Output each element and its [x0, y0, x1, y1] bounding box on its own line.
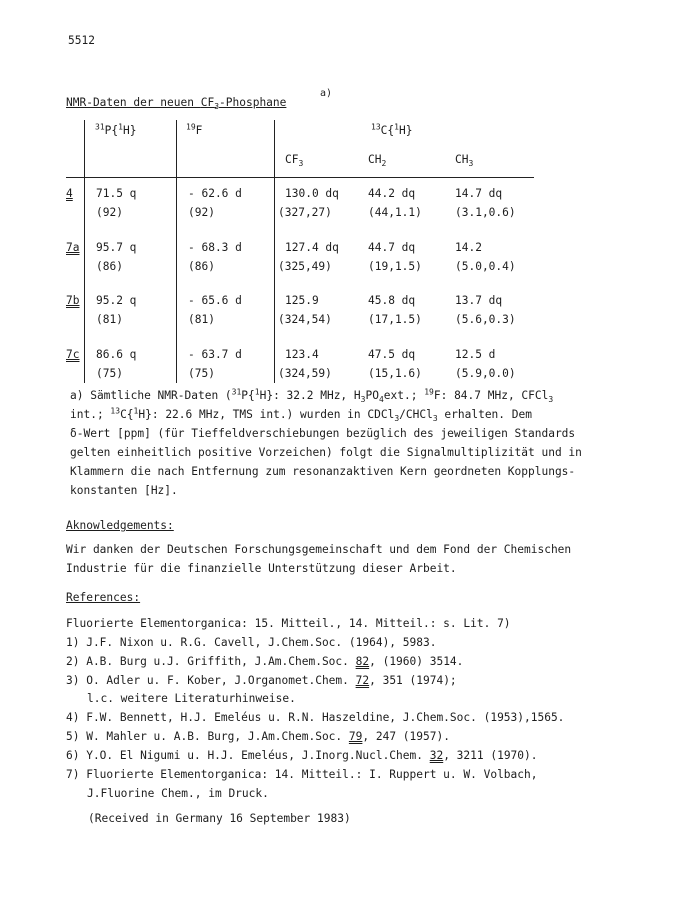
cell-cf3-shift: 127.4 dq — [285, 241, 339, 254]
reference-item: 6) Y.O. El Nigumi u. H.J. Emeléus, J.Inorg.Nucl.Chem. 32, 3211 (1970). — [66, 749, 538, 762]
footnote-line: δ-Wert [ppm] (für Tieffeldverschiebungen bezüglich des jeweiligen Standards — [70, 427, 576, 440]
reference-item: 5) W. Mahler u. A.B. Burg, J.Am.Chem.Soc. 79, 247 (1957). — [66, 730, 450, 743]
cell-ch2-shift: 47.5 dq — [368, 348, 416, 361]
cell-ch3-coupling: (3.1,0.6) — [455, 206, 516, 219]
cell-ch3-coupling: (5.9,0.0) — [455, 367, 516, 380]
col-header-ch2: $CH_2$ — [368, 153, 387, 169]
reference-item: 7) Fluorierte Elementorganica: 14. Mitteil.: I. Ruppert u. W. Volbach, — [66, 768, 538, 781]
acknowledgements-heading: Aknowledgements: — [66, 519, 174, 532]
cell-ch2-shift: 45.8 dq — [368, 294, 416, 307]
col-header-cf3: $CF_3$ — [285, 153, 304, 169]
table-title-footnote-mark: a) — [320, 88, 333, 99]
references-heading: References: — [66, 591, 141, 604]
cell-ch3-shift: 14.2 — [455, 241, 482, 254]
footnote-line: int.; $^{13}$C{$^1$H}: 22.6 MHz, TMS int.) wurden in CDCl$_3$/CHCl$_3$ erhalten. Dem — [70, 406, 532, 424]
cell-p31-coupling: (75) — [96, 367, 123, 380]
row-label: 4 — [66, 187, 73, 200]
page-number: 5512 — [68, 34, 95, 47]
cell-f19-coupling: (92) — [188, 206, 215, 219]
table-title-prefix: NMR-Daten der neuen — [66, 96, 201, 109]
references-intro: Fluorierte Elementorganica: 15. Mitteil., 14. Mitteil.: s. Lit. 7) — [66, 617, 511, 630]
table-vline-3 — [274, 120, 275, 383]
cell-f19-coupling: (81) — [188, 313, 215, 326]
received-date: (Received in Germany 16 September 1983) — [88, 812, 351, 825]
cell-ch3-shift: 13.7 dq — [455, 294, 503, 307]
table-title-suffix: -Phosphane — [219, 96, 287, 109]
cell-f19-shift: - 65.6 d — [188, 294, 242, 307]
cell-ch2-coupling: (15,1.6) — [368, 367, 422, 380]
cell-p31-shift: 86.6 q — [96, 348, 137, 361]
reference-item-continuation: l.c. weitere Literaturhinweise. — [87, 692, 296, 705]
cell-ch2-coupling: (19,1.5) — [368, 260, 422, 273]
cell-p31-shift: 95.2 q — [96, 294, 137, 307]
cell-cf3-coupling: (324,54) — [278, 313, 332, 326]
cell-cf3-coupling: (325,49) — [278, 260, 332, 273]
table-title — [66, 96, 287, 112]
footnote-line: Klammern die nach Entfernung zum resonanzaktiven Kern geordneten Kopplungs- — [70, 465, 576, 478]
cell-ch2-shift: 44.2 dq — [368, 187, 416, 200]
cell-f19-shift: - 68.3 d — [188, 241, 242, 254]
cell-ch3-shift: 14.7 dq — [455, 187, 503, 200]
table-header-rule — [66, 177, 534, 178]
cell-f19-shift: - 63.7 d — [188, 348, 242, 361]
footnote-line: konstanten [Hz]. — [70, 484, 178, 497]
cell-f19-shift: - 62.6 d — [188, 187, 242, 200]
cell-cf3-shift: 123.4 — [285, 348, 319, 361]
cell-ch3-coupling: (5.6,0.3) — [455, 313, 516, 326]
cell-cf3-shift: 125.9 — [285, 294, 319, 307]
cell-f19-coupling: (86) — [188, 260, 215, 273]
footnote-line: a) Sämtliche NMR-Daten ($^{31}$P{$^1$H}: 32.2 MHz, $H_3PO_4ext$.; $^{19}$F: 84.7 MHz, CFCl$_3$ — [70, 387, 554, 405]
cell-p31-shift: 71.5 q — [96, 187, 137, 200]
cell-ch3-shift: 12.5 d — [455, 348, 496, 361]
reference-item-continuation: J.Fluorine Chem., im Druck. — [87, 787, 269, 800]
col-header-p31: $^{31}$P{$^1$H} — [95, 122, 137, 137]
row-label: 7c — [66, 348, 80, 361]
cell-ch2-coupling: (17,1.5) — [368, 313, 422, 326]
acknowledgements-text-line: Industrie für die finanzielle Unterstützung dieser Arbeit. — [66, 562, 457, 575]
row-label: 7b — [66, 294, 80, 307]
table-title-cf: CF — [200, 96, 215, 109]
cell-ch2-coupling: (44,1.1) — [368, 206, 422, 219]
cell-cf3-coupling: (324,59) — [278, 367, 332, 380]
table-vline-1 — [84, 120, 85, 383]
col-header-ch3: $CH_3$ — [455, 153, 474, 169]
row-label: 7a — [66, 241, 80, 254]
col-header-c13: $^{13}$C{$^1$H} — [371, 122, 413, 137]
reference-item: 3) O. Adler u. F. Kober, J.Organomet.Chem. 72, 351 (1974); — [66, 674, 457, 687]
acknowledgements-text-line: Wir danken der Deutschen Forschungsgemeinschaft und dem Fond der Chemischen — [66, 543, 572, 556]
cell-ch3-coupling: (5.0,0.4) — [455, 260, 516, 273]
reference-item: 2) A.B. Burg u.J. Griffith, J.Am.Chem.Soc. 82, (1960) 3514. — [66, 655, 464, 668]
cell-cf3-coupling: (327,27) — [278, 206, 332, 219]
cell-ch2-shift: 44.7 dq — [368, 241, 416, 254]
table-title-cf-sub: 3 — [214, 102, 220, 112]
cell-p31-shift: 95.7 q — [96, 241, 137, 254]
reference-item: 1) J.F. Nixon u. R.G. Cavell, J.Chem.Soc. (1964), 5983. — [66, 636, 437, 649]
cell-p31-coupling: (81) — [96, 313, 123, 326]
footnote-line: gelten einheitlich positive Vorzeichen) folgt die Signalmultiplizität und in — [70, 446, 582, 459]
reference-item: 4) F.W. Bennett, H.J. Emeléus u. R.N. Haszeldine, J.Chem.Soc. (1953),1565. — [66, 711, 565, 724]
cell-p31-coupling: (86) — [96, 260, 123, 273]
table-vline-2 — [176, 120, 177, 383]
cell-f19-coupling: (75) — [188, 367, 215, 380]
col-header-f19: $^{19}$F — [186, 122, 203, 137]
cell-p31-coupling: (92) — [96, 206, 123, 219]
cell-cf3-shift: 130.0 dq — [285, 187, 339, 200]
